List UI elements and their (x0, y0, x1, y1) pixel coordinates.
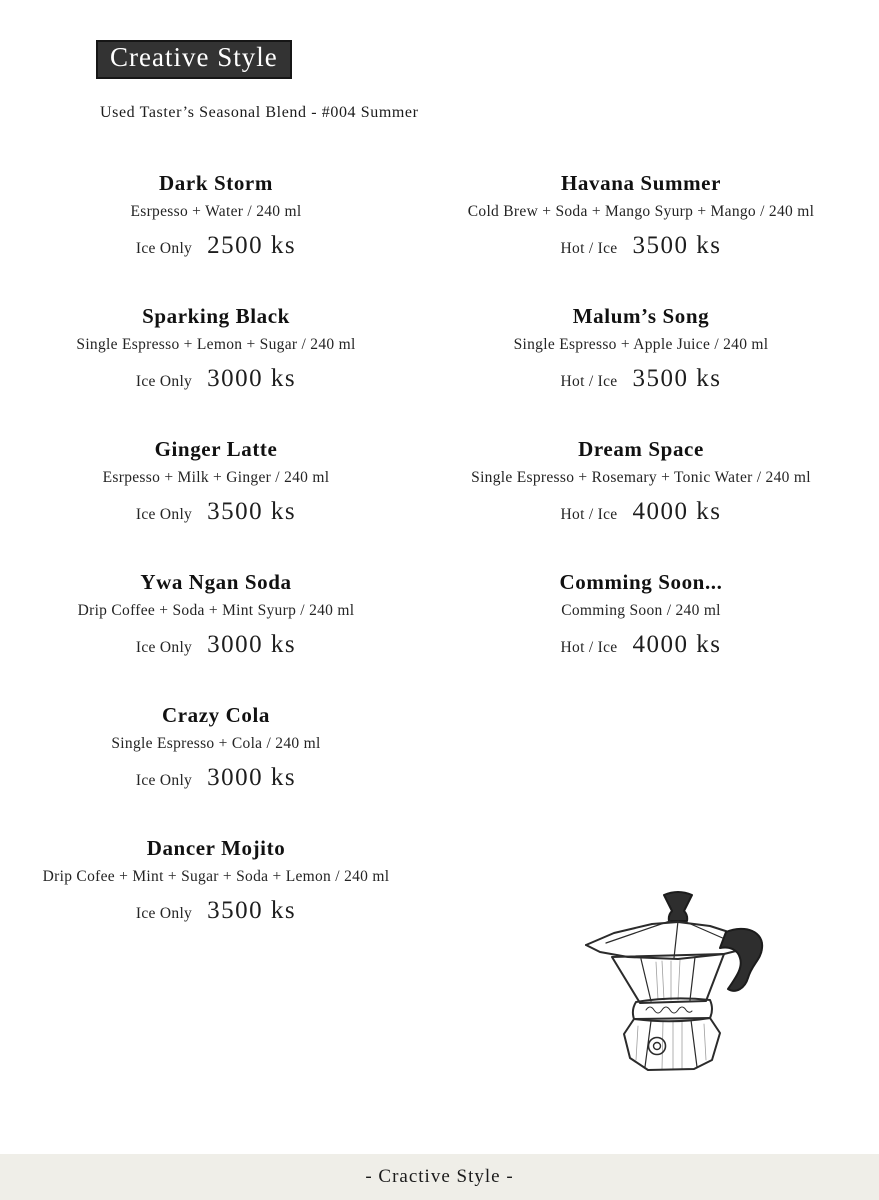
item-ingredients: Single Espresso + Lemon + Sugar / 240 ml (76, 336, 356, 353)
item-serve-label: Hot / Ice (560, 639, 618, 656)
item-ingredients: Cold Brew + Soda + Mango Syurp + Mango / 240 ml (467, 203, 815, 220)
menu-item (432, 569, 850, 702)
item-name: Comming Soon... (559, 570, 723, 594)
menu-subtitle: Used Taster’s Seasonal Blend - #004 Summer (100, 104, 419, 121)
item-price-row (0, 232, 432, 260)
item-price-row (432, 631, 850, 659)
item-name: Ginger Latte (154, 437, 278, 461)
footer-bar (0, 1154, 879, 1200)
item-serve-label: Hot / Ice (560, 506, 618, 523)
item-price-row (0, 897, 432, 925)
menu-item (0, 569, 432, 702)
item-serve-label: Ice Only (135, 373, 193, 390)
item-price-row (432, 232, 850, 260)
item-price: 3000 ks (207, 764, 297, 791)
item-serve-label: Hot / Ice (560, 240, 618, 257)
item-ingredients: Drip Cofee + Mint + Sugar + Soda + Lemon / 240 ml (42, 868, 390, 885)
item-ingredients: Single Espresso + Rosemary + Tonic Water / 240 ml (471, 469, 811, 486)
item-price: 3500 ks (632, 232, 722, 259)
item-price-row (0, 764, 432, 792)
item-name: Crazy Cola (161, 703, 271, 727)
item-serve-label: Ice Only (135, 772, 193, 789)
item-price-row (0, 365, 432, 393)
item-name: Ywa Ngan Soda (140, 570, 292, 594)
item-price-row (0, 498, 432, 526)
item-price-row (432, 498, 850, 526)
brand-title-box (96, 40, 292, 79)
menu-item (0, 436, 432, 569)
item-serve-label: Hot / Ice (560, 373, 618, 390)
item-name: Havana Summer (560, 171, 722, 195)
menu-item (0, 702, 432, 835)
item-serve-label: Ice Only (135, 905, 193, 922)
item-price: 3000 ks (207, 631, 297, 658)
footer-text: - Cractive Style - (365, 1166, 514, 1187)
item-serve-label: Ice Only (135, 240, 193, 257)
item-price: 2500 ks (207, 232, 297, 259)
item-price-row (0, 631, 432, 659)
item-price-row (432, 365, 850, 393)
menu-item (0, 835, 432, 968)
moka-pot-icon (578, 888, 778, 1080)
item-price: 3000 ks (207, 365, 297, 392)
item-name: Sparking Black (142, 304, 290, 328)
item-name: Malum’s Song (572, 304, 710, 328)
menu-item (432, 303, 850, 436)
item-name: Dark Storm (159, 171, 273, 195)
item-price: 3500 ks (207, 498, 297, 525)
menu-column-right (432, 170, 850, 968)
item-serve-label: Ice Only (135, 506, 193, 523)
brand-title: Creative Style (110, 42, 278, 72)
menu-item (0, 303, 432, 436)
item-price: 4000 ks (632, 631, 722, 658)
menu-column-left (0, 170, 432, 968)
item-price: 4000 ks (632, 498, 722, 525)
menu-item (0, 170, 432, 303)
item-ingredients: Esrpesso + Water / 240 ml (130, 203, 302, 220)
item-name: Dancer Mojito (146, 836, 286, 860)
menu-grid (0, 170, 879, 968)
menu-item (432, 436, 850, 569)
item-ingredients: Single Espresso + Apple Juice / 240 ml (513, 336, 769, 353)
item-ingredients: Single Espresso + Cola / 240 ml (111, 735, 321, 752)
item-price: 3500 ks (207, 897, 297, 924)
item-price: 3500 ks (632, 365, 722, 392)
menu-item (432, 170, 850, 303)
item-name: Dream Space (578, 437, 704, 461)
item-ingredients: Esrpesso + Milk + Ginger / 240 ml (102, 469, 330, 486)
item-serve-label: Ice Only (135, 639, 193, 656)
item-ingredients: Comming Soon / 240 ml (561, 602, 721, 619)
item-ingredients: Drip Coffee + Soda + Mint Syurp / 240 ml (77, 602, 355, 619)
